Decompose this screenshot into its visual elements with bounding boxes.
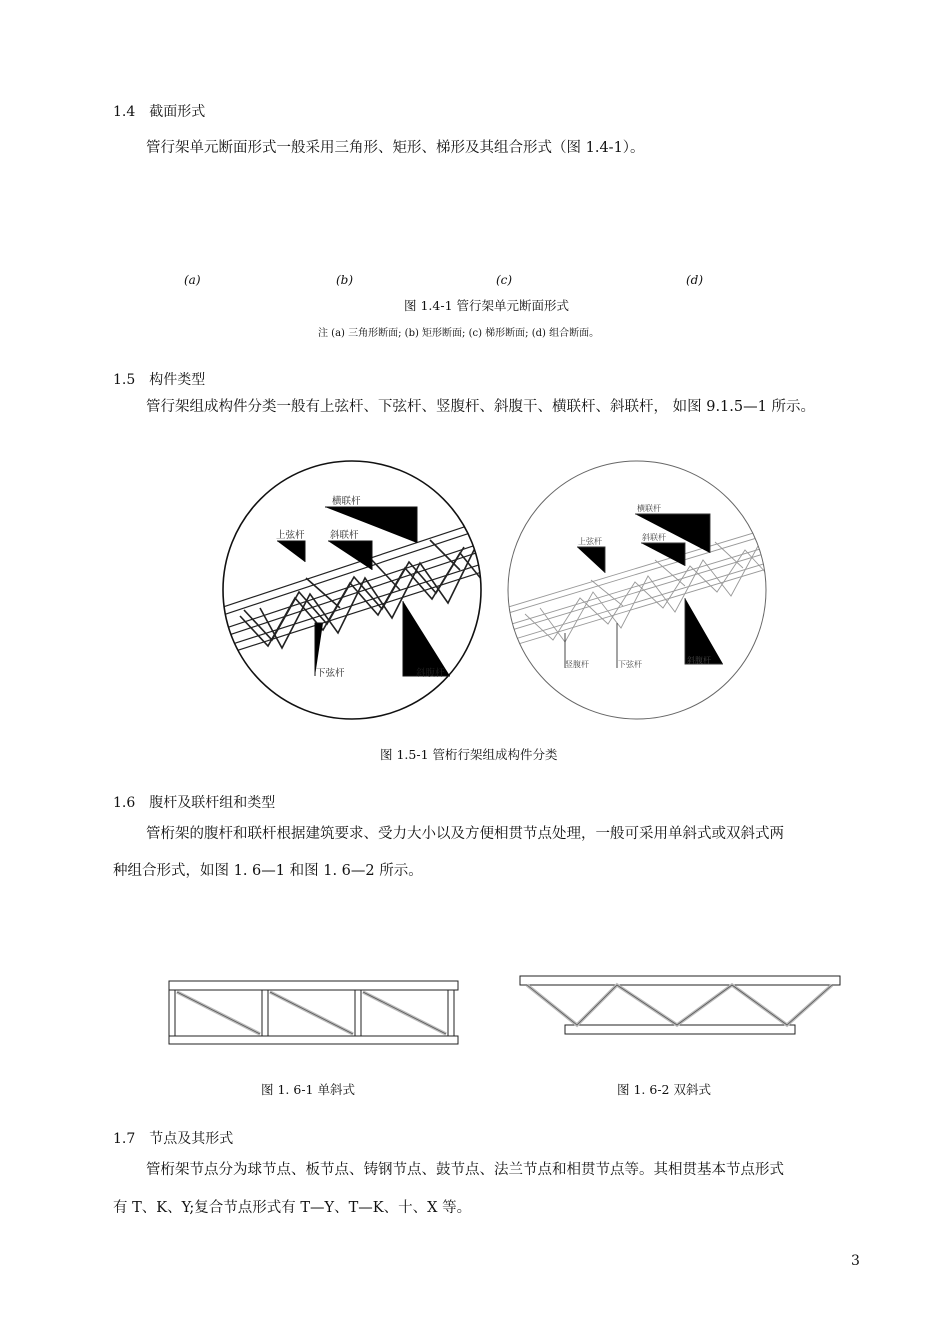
- fig-1-4-1-caption: 图 1.4-1 管行架单元断面形式: [404, 298, 570, 313]
- fig-1-5-1-right-diagram: [505, 458, 770, 723]
- right-label-xielian: 斜联杆: [642, 533, 666, 542]
- page-number: 3: [851, 1253, 860, 1269]
- right-label-xiefu: 斜腹杆: [687, 656, 711, 665]
- section-1-6-body-line2: 种组合形式，如图 1. 6—1 和图 1. 6—2 所示。: [113, 863, 423, 879]
- left-label-xia: 下弦杆: [316, 668, 345, 679]
- section-1-6-heading: 1.6 腹杆及联杆组和类型: [113, 795, 276, 811]
- right-label-shu: 竖腹杆: [565, 660, 589, 669]
- section-1-7-body-line2: 有 T、K、Y;复合节点形式有 T—Y、T—K、十、X 等。: [113, 1200, 472, 1216]
- right-label-heng: 横联杆: [637, 504, 661, 513]
- section-1-5-heading: 1.5 构件类型: [113, 372, 206, 388]
- fig-1-4-1-label-a: (a): [184, 273, 201, 287]
- section-1-7-heading: 1.7 节点及其形式: [113, 1131, 234, 1147]
- left-label-shang: 上弦杆: [276, 530, 305, 541]
- fig-1-5-1-caption: 图 1.5-1 管桁行架组成构件分类: [380, 747, 558, 762]
- fig-1-4-1-label-d: (d): [686, 273, 704, 287]
- section-1-5-body: 管行架组成构件分类一般有上弦杆、下弦杆、竖腹杆、斜腹干、横联杆、斜联杆， 如图 9.1.5—1 所示。: [146, 399, 815, 415]
- right-label-xia: 下弦杆: [618, 660, 642, 669]
- section-1-4-body: 管行架单元断面形式一般采用三角形、矩形、梯形及其组合形式（图 1.4-1）。: [146, 140, 645, 156]
- fig-1-6-2-diagram: [517, 972, 845, 1040]
- fig-1-4-1-label-b: (b): [336, 273, 354, 287]
- fig-1-6-1-diagram: [165, 978, 460, 1050]
- left-label-xiefu: 斜腹杆: [416, 668, 445, 679]
- fig-1-6-1-caption: 图 1. 6-1 单斜式: [261, 1082, 355, 1097]
- fig-1-5-1-left-diagram: [220, 458, 485, 723]
- left-label-heng: 横联杆: [332, 496, 361, 507]
- right-label-shang: 上弦杆: [578, 537, 602, 546]
- section-1-7-body-line1: 管桁架节点分为球节点、板节点、铸钢节点、鼓节点、法兰节点和相贯节点等。其相贯基本节点形式: [146, 1162, 784, 1178]
- fig-1-6-2-caption: 图 1. 6-2 双斜式: [617, 1082, 711, 1097]
- left-label-xielian: 斜联杆: [330, 530, 359, 541]
- fig-1-4-1-label-c: (c): [496, 273, 513, 287]
- section-1-6-body-line1: 管桁架的腹杆和联杆根据建筑要求、受力大小以及方便相贯节点处理，一般可采用单斜式或双斜式两: [146, 826, 784, 842]
- fig-1-4-1-note: 注 (a) 三角形断面; (b) 矩形断面; (c) 梯形断面; (d) 组合断面。: [318, 328, 600, 339]
- section-1-4-heading: 1.4 截面形式: [113, 104, 206, 120]
